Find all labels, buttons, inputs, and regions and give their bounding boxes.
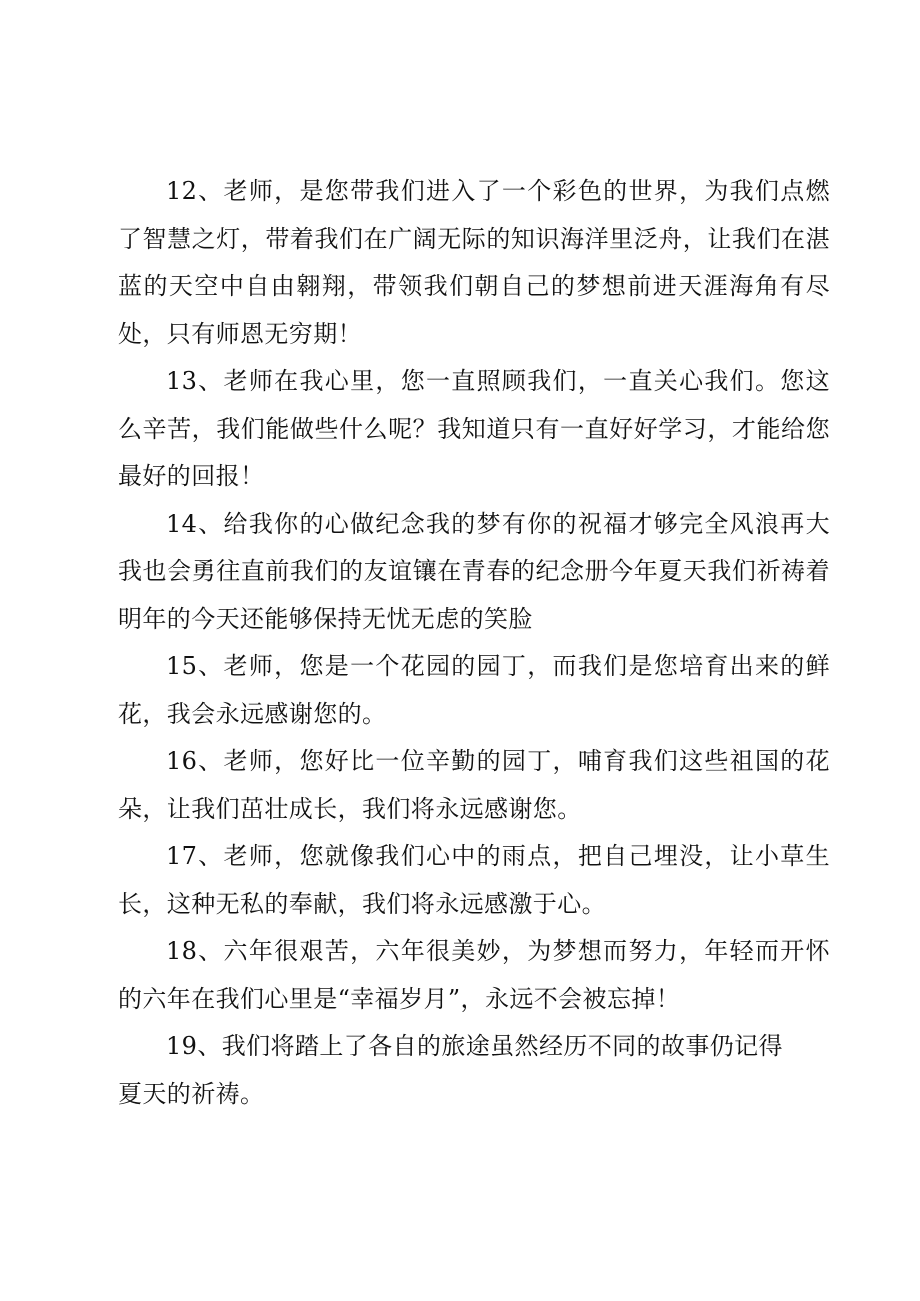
paragraph-15: 15、老师，您是一个花园的园丁，而我们是您培育出来的鲜花，我会永远感谢您的。 — [118, 652, 830, 728]
paragraph-19: 19、我们将踏上了各自的旅途虽然经历不同的故事仍记得 — [166, 1032, 783, 1060]
document-body — [118, 168, 830, 1118]
paragraph-19-continuation: 夏天的祈祷。 — [118, 1079, 265, 1108]
paragraph-12: 12、老师，是您带我们进入了一个彩色的世界，为我们点燃了智慧之灯，带着我们在广阔无际的知识海洋里泛舟，让我们在湛蓝的天空中自由翱翔，带领我们朝自己的梦想前进天涯海角有尽处，只有师恩无穷期！ — [118, 177, 830, 348]
paragraph-14: 14、给我你的心做纪念我的梦有你的祝福才够完全风浪再大我也会勇往直前我们的友谊镶在青春的纪念册今年夏天我们祈祷着明年的今天还能够保持无忧无虑的笑脸 — [118, 509, 830, 633]
paragraph-13: 13、老师在我心里，您一直照顾我们，一直关心我们。您这么辛苦，我们能做些什么呢？我知道只有一直好好学习，才能给您最好的回报！ — [118, 367, 830, 490]
paragraph-17: 17、老师，您就像我们心中的雨点，把自己埋没，让小草生长，这种无私的奉献，我们将永远感激于心。 — [118, 842, 830, 918]
paragraph-16: 16、老师，您好比一位辛勤的园丁，哺育我们这些祖国的花朵，让我们茁壮成长，我们将永远感谢您。 — [118, 747, 830, 823]
paragraph-18: 18、六年很艰苦，六年很美妙，为梦想而努力，年轻而开怀的六年在我们心里是“幸福岁月”，永远不会被忘掉！ — [118, 937, 830, 1013]
